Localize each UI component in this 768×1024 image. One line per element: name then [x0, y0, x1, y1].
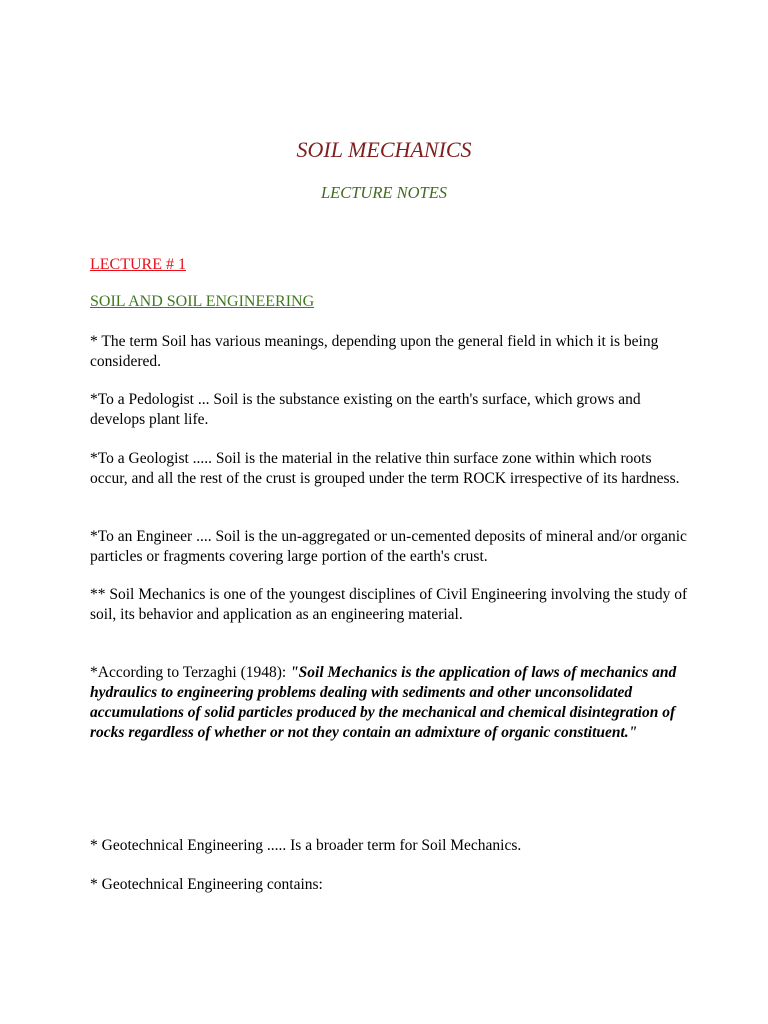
- lecture-label: LECTURE # 1: [90, 256, 186, 273]
- terzaghi-quote: "Soil Mechanics is the application of laws of mechanics and hydraulics to engineering problems dealing with sediments and other unconsolidated accumulations of solid particles produced by the mechanical and chemical disintegration of rocks regardless of whether or not they contain an admixture of organic constituent.": [90, 664, 677, 741]
- paragraph-soil-term: * The term Soil has various meanings, depending upon the general field in which it is being considered.: [90, 333, 659, 370]
- section-heading: SOIL AND SOIL ENGINEERING: [90, 293, 315, 310]
- terzaghi-intro: *According to Terzaghi (1948):: [90, 664, 291, 681]
- paragraph-pedologist: *To a Pedologist ... Soil is the substance existing on the earth's surface, which grows and develops plant life.: [90, 391, 641, 428]
- document-title: SOIL MECHANICS: [296, 137, 472, 162]
- paragraph-terzaghi: [90, 663, 690, 743]
- paragraph-soil-mechanics: ** Soil Mechanics is one of the youngest disciplines of Civil Engineering involving the study of soil, its behavior and application as an engineering material.: [90, 586, 688, 623]
- document-subtitle: LECTURE NOTES: [320, 183, 448, 202]
- paragraph-geologist: *To a Geologist ..... Soil is the material in the relative thin surface zone within which roots occur, and all the rest of the crust is grouped under the term ROCK irrespective of its hardness.: [90, 450, 680, 487]
- paragraph-engineer: *To an Engineer .... Soil is the un-aggregated or un-cemented deposits of mineral and/or organic particles or fragments covering large portion of the earth's crust.: [90, 528, 687, 565]
- paragraph-geotechnical-engineering: * Geotechnical Engineering ..... Is a broader term for Soil Mechanics.: [90, 837, 522, 854]
- paragraph-geotechnical-contains: * Geotechnical Engineering contains:: [90, 876, 323, 893]
